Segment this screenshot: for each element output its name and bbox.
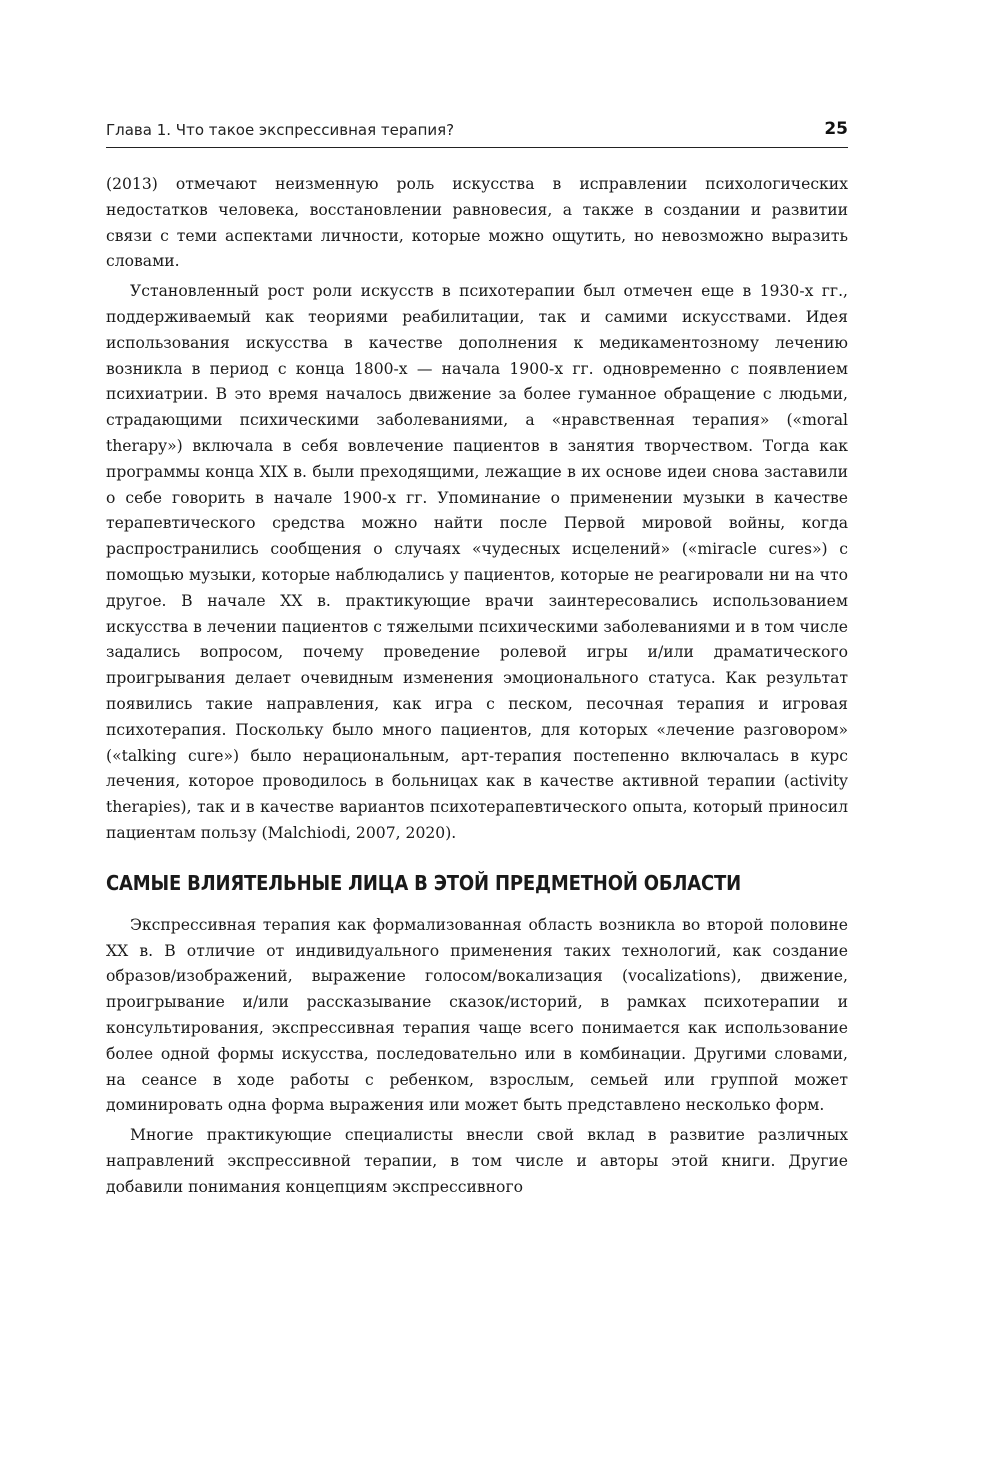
- page-number: 25: [824, 119, 848, 139]
- running-head: [106, 119, 848, 148]
- paragraph: Многие практикующие специалисты внесли свой вклад в развитие различных направлений экспрессивной терапии, в том числе и авторы этой книги. Другие добавили понимания концепциям экспрессивного: [106, 1126, 848, 1196]
- paragraph: Экспрессивная терапия как формализованная область возникла во второй половине XX в. В отличие от индивидуального применения таких технологий, как создание образов/изображений, выражение голосом/вокализация (vocalizations), движение, проигрывание и/или рассказывание сказок/историй, в рамках психотерапии и консультирования, экспрессивная терапия чаще всего понимается как использование более одной формы искусства, последовательно или в комбинации. Другими словами, на сеансе в ходе работы с ребенком, взрослым, семьей или группой может доминировать одна форма выражения или может быть представлено несколько форм.: [106, 915, 848, 1115]
- paragraph-continued: (2013) отмечают неизменную роль искусства в исправлении психологических недостатков человека, восстановлении равновесия, а также в создании и развитии связи с теми аспектами личности, которые можно ощутить, но невозможно выразить словами.: [106, 175, 848, 271]
- main-text: [106, 172, 848, 1204]
- chapter-title: Глава 1. Что такое экспрессивная терапия?: [106, 121, 455, 139]
- book-page: [106, 0, 848, 1471]
- paragraph: Установленный рост роли искусств в психотерапии был отмечен еще в 1930-х гг., поддерживаемый как теориями реабилитации, так и самими искусствами. Идея использования искусства в качестве дополнения к медикаментозному лечению возникла в период с конца 1800-х — начала 1900-х гг. одновременно с появлением психиатрии. В это время началось движение за более гуманное обращение с людьми, страдающими психическими заболеваниями, а «нравственная терапия» («moral therapy») включала в себя вовлечение пациентов в занятия творчеством. Тогда как программы конца XIX в. были преходящими, лежащие в их основе идеи снова заставили о себе говорить в начале 1900-х гг. Упоминание о применении музыки в качестве терапевтического средства можно найти после Первой мировой войны, когда распространились сообщения о случаях «чудесных исцелений» («miracle cures») с помощью музыки, которые наблюдались у пациентов, которые не реагировали ни на что другое. В начале XX в. практикующие врачи заинтересовались использованием искусства в лечении пациентов с тяжелыми психическими заболеваниями и в том числе задались вопросом, почему проведение ролевой игры и/или драматического проигрывания делает очевидным изменения эмоционального статуса. Как результат появились такие направления, как игра с песком, песочная терапия и игровая психотерапия. Поскольку было много пациентов, для которых «лечение разговором» («talking cure») было нерациональным, арт-терапия постепенно включалась в курс лечения, которое проводилось в больницах как в качестве активной терапии (activity therapies), так и в качестве вариантов психотерапевтического опыта, который приносил пациентам пользу (Malchiodi, 2007, 2020).: [106, 282, 848, 842]
- section-heading: САМЫЕ ВЛИЯТЕЛЬНЫЕ ЛИЦА В ЭТОЙ ПРЕДМЕТНОЙ ОБЛАСТИ: [106, 870, 741, 895]
